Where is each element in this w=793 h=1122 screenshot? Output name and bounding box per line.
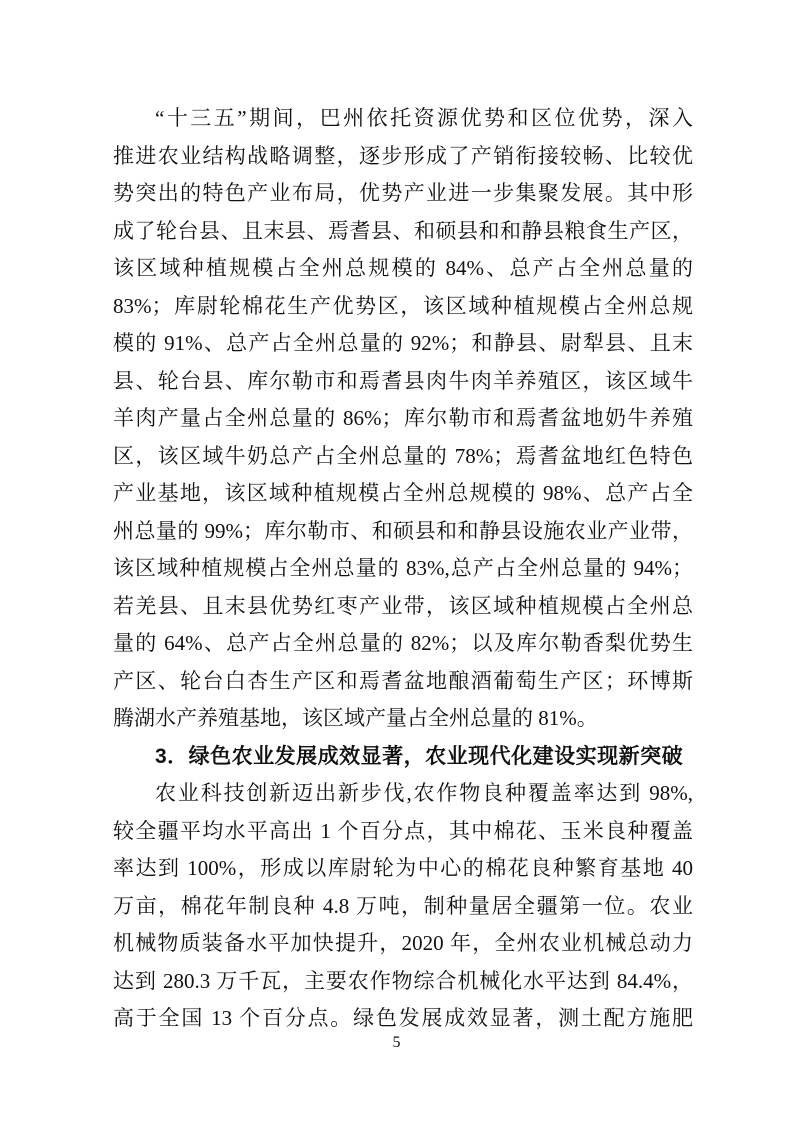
paragraph-line: 县、轮台县、库尔勒市和焉耆县肉牛肉羊养殖区，该区域牛 [113,368,693,393]
paragraph-line: 83%；库尉轮棉花生产优势区，该区域种植规模占全州总规 [113,293,693,318]
page-number: 5 [392,1034,401,1051]
paragraph-line: 较全疆平均水平高出 1 个百分点，其中棉花、玉米良种覆盖 [113,818,693,843]
paragraph-line: 万亩，棉花年制良种 4.8 万吨，制种量居全疆第一位。农业 [113,893,693,918]
paragraph-line: 成了轮台县、且末县、焉耆县、和硕县和和静县粮食生产区， [113,218,693,243]
paragraph-line: 高于全国 13 个百分点。绿色发展成效显著，测土配方施肥 [113,1006,693,1030]
paragraph-line: 产区、轮台白杏生产区和焉耆盆地酿酒葡萄生产区；环博斯 [113,668,693,693]
section-heading: 3．绿色农业发展成效显著，农业现代化建设实现新突破 [155,744,684,768]
paragraph-line: 产业基地，该区域种植规模占全州总规模的 98%、总产占全 [113,481,693,505]
paragraph-line: 农业科技创新迈出新步伐,农作物良种覆盖率达到 98%, [155,781,693,805]
document-body [113,100,693,1038]
paragraph-line: “十三五”期间，巴州依托资源优势和区位优势，深入 [155,106,693,130]
paragraph-line: 推进农业结构战略调整，逐步形成了产销衔接较畅、比较优 [113,143,693,168]
paragraph-line: 机械物质装备水平加快提升，2020 年，全州农业机械总动力 [113,931,693,955]
paragraph-line: 势突出的特色产业布局，优势产业进一步集聚发展。其中形 [113,181,693,205]
paragraph-line: 区，该区域牛奶总产占全州总量的 78%；焉耆盆地红色特色 [113,443,693,468]
paragraph-line: 羊肉产量占全州总量的 86%；库尔勒市和焉耆盆地奶牛养殖 [113,406,693,430]
paragraph-line: 量的 64%、总产占全州总量的 82%；以及库尔勒香梨优势生 [113,631,693,655]
paragraph-line: 州总量的 99%；库尔勒市、和硕县和和静县设施农业产业带， [113,518,693,543]
paragraph-line: 若羌县、且末县优势红枣产业带，该区域种植规模占全州总 [113,593,693,618]
paragraph-line: 达到 280.3 万千瓦，主要农作物综合机械化水平达到 84.4%， [113,968,693,993]
paragraph-line: 该区域种植规模占全州总规模的 84%、总产占全州总量的 [113,256,693,280]
paragraph-line: 模的 91%、总产占全州总量的 92%；和静县、尉犁县、且末 [113,331,693,355]
paragraph-line: 腾湖水产养殖基地，该区域产量占全州总量的 81%。 [113,706,598,730]
paragraph-line: 率达到 100%，形成以库尉轮为中心的棉花良种繁育基地 40 [113,856,693,880]
paragraph-line: 该区域种植规模占全州总量的 83%,总产占全州总量的 94%； [113,556,693,580]
